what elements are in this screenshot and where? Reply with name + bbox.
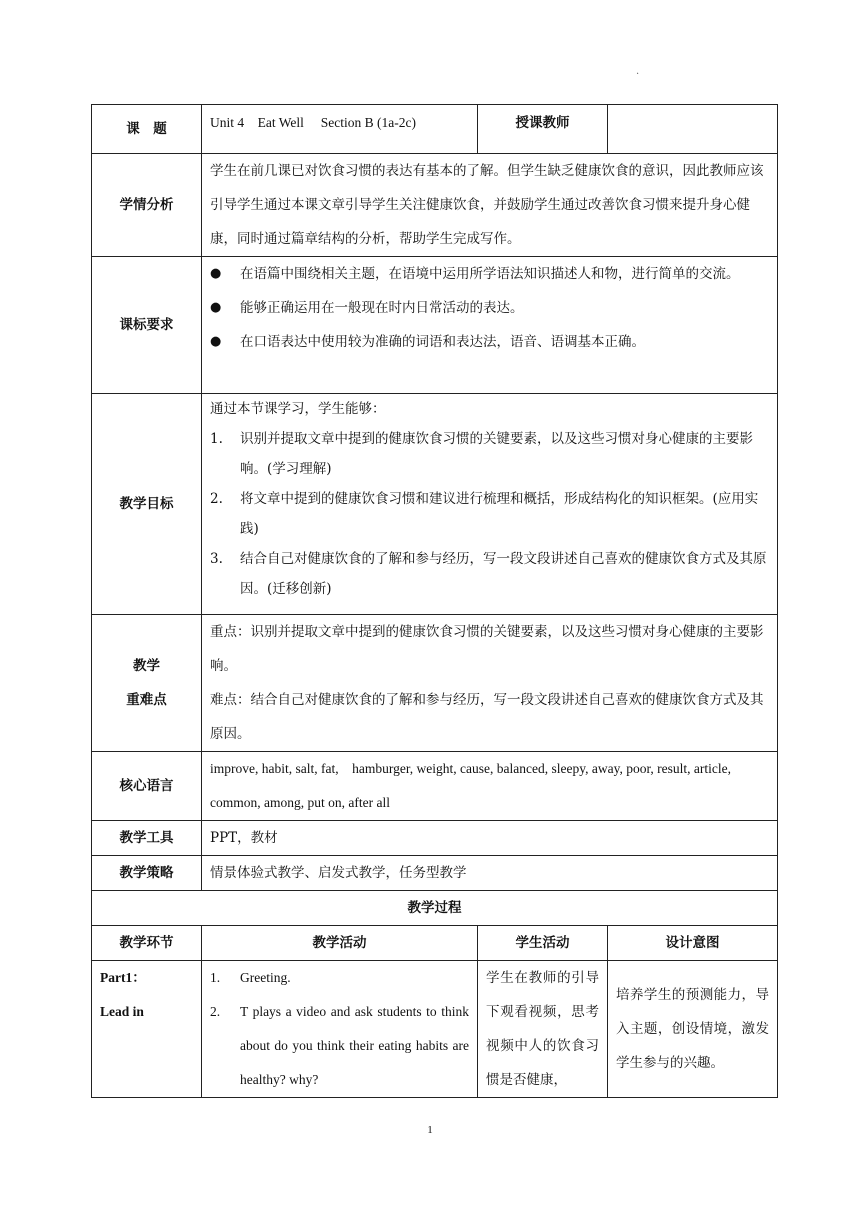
row-process-headers <box>92 926 778 961</box>
analysis-label: 学情分析 <box>92 154 202 257</box>
key-points-label: 教学 重难点 <box>92 615 202 752</box>
bullet-icon: ● <box>210 334 222 349</box>
standard-item: ● 能够正确运用在一般现在时内日常活动的表达。 <box>210 291 769 325</box>
key-points-text <box>202 615 778 752</box>
row-part1 <box>92 961 778 1098</box>
row-topic <box>92 105 778 154</box>
strategy-text: 情景体验式教学、启发式教学，任务型教学 <box>202 856 778 891</box>
strategy-label: 教学策略 <box>92 856 202 891</box>
activity-item: 1. Greeting. <box>210 970 291 985</box>
page-number: 1 <box>427 1124 433 1136</box>
row-process-title <box>92 891 778 926</box>
row-key-points <box>92 615 778 752</box>
tools-label: 教学工具 <box>92 821 202 856</box>
part1-intent: 培养学生的预测能力，导入主题，创设情境，激发学生参与的兴趣。 <box>608 961 778 1098</box>
row-objectives <box>92 394 778 615</box>
objectives-label: 教学目标 <box>92 394 202 615</box>
tools-text: PPT，教材 <box>202 821 778 856</box>
topic-label: 课 题 <box>92 105 202 154</box>
part1-stage: Part1： Lead in <box>92 961 202 1098</box>
row-standards <box>92 257 778 394</box>
objective-item: 2. 将文章中提到的健康饮食习惯和建议进行梳理和概括，形成结构化的知识框架。(应用实践) <box>210 491 759 537</box>
row-strategy <box>92 856 778 891</box>
header-stage: 教学环节 <box>92 926 202 961</box>
objectives-list <box>202 394 778 615</box>
row-tools <box>92 821 778 856</box>
standard-item: ● 在口语表达中使用较为准确的词语和表达法，语音、语调基本正确。 <box>210 325 769 359</box>
objectives-intro: 通过本节课学习，学生能够： <box>210 401 386 417</box>
bullet-icon: ● <box>210 266 222 281</box>
standard-item: ● 在语篇中围绕相关主题，在语境中运用所学语法知识描述人和物，进行简单的交流。 <box>210 257 769 291</box>
objective-item: 3. 结合自己对健康饮食的了解和参与经历，写一段文段讲述自己喜欢的健康饮食方式及其原因。(迁移创新) <box>210 551 767 597</box>
difficulty-text: 难点：结合自己对健康饮食的了解和参与经历，写一段文段讲述自己喜欢的健康饮食方式及其原因。 <box>210 692 764 742</box>
language-label: 核心语言 <box>92 752 202 821</box>
teacher-label: 授课教师 <box>478 105 608 154</box>
corner-mark: . <box>636 66 640 77</box>
part1-activities <box>202 961 478 1098</box>
focus-text: 重点：识别并提取文章中提到的健康饮食习惯的关键要素，以及这些习惯对身心健康的主要影响。 <box>210 624 764 674</box>
header-intent: 设计意图 <box>608 926 778 961</box>
objective-item: 1. 识别并提取文章中提到的健康饮食习惯的关键要素，以及这些习惯对身心健康的主要影响。(学习理解) <box>210 431 753 477</box>
bullet-icon: ● <box>210 300 222 315</box>
header-activity: 教学活动 <box>202 926 478 961</box>
standards-list <box>202 257 778 394</box>
lesson-plan-table <box>91 104 778 1098</box>
header-student: 学生活动 <box>478 926 608 961</box>
standards-label: 课标要求 <box>92 257 202 394</box>
teacher-value <box>608 105 778 154</box>
part1-student: 学生在教师的引导下观看视频，思考视频中人的饮食习惯是否健康， <box>478 961 608 1098</box>
process-title: 教学过程 <box>92 891 778 926</box>
language-text: improve, habit, salt, fat, hamburger, weight, cause, balanced, sleepy, away, poor, result, article, common, among, put on, after all <box>202 752 778 821</box>
topic-value: Unit 4 Eat Well Section B (1a-2c) <box>202 105 478 154</box>
analysis-text: 学生在前几课已对饮食习惯的表达有基本的了解。但学生缺乏健康饮食的意识，因此教师应该引导学生通过本课文章引导学生关注健康饮食，并鼓励学生通过改善饮食习惯来提升身心健康，同时通过篇章结构的分析，帮助学生完成写作。 <box>202 154 778 257</box>
row-language <box>92 752 778 821</box>
row-analysis <box>92 154 778 257</box>
activity-item: 2. T plays a video and ask students to think about do you think their eating habits are healthy? why? <box>210 1004 469 1087</box>
